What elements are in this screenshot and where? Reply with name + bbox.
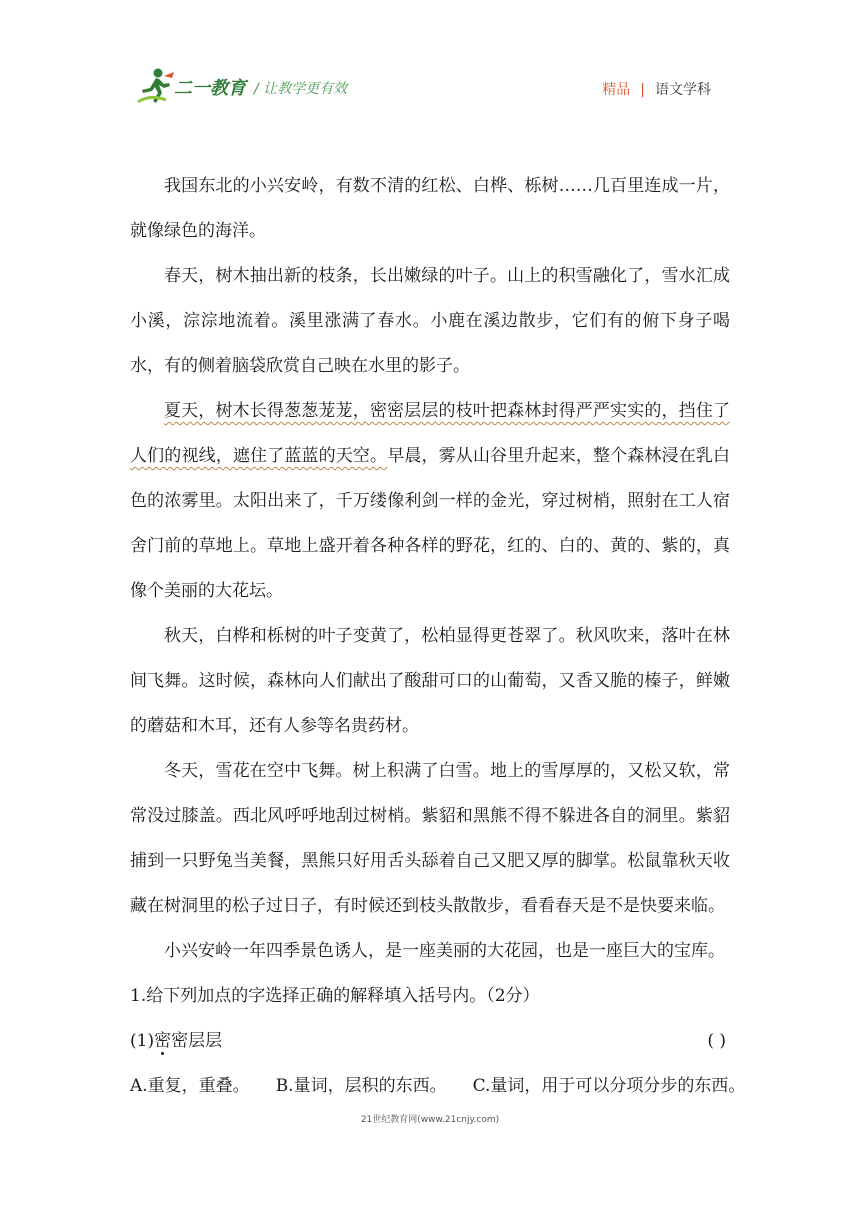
page-footer: 21世纪教育网(www.21cnjy.com): [360, 1115, 500, 1125]
logo: [136, 66, 246, 106]
passage-paragraph-5: 冬天，雪花在空中飞舞。树上积满了白雪。地上的雪厚厚的，又松又软，常常没过膝盖。西北风呼呼地刮过树梢。紫貂和黑熊不得不躲进各自的洞里。紫貂捕到一只野兔当美餐，黑熊只好用舌头舔着自己又肥又厚的脚掌。松鼠靠秋天收藏在树洞里的松子过日子，有时候还到枝头散散步，看看春天是不是快要来临。: [130, 761, 730, 916]
quality-label: 精品: [602, 82, 631, 98]
option-c: C.量词，用于可以分项分步的东西。: [472, 1076, 746, 1096]
slogan: / 让教学更有效: [254, 81, 348, 97]
header-category: [602, 79, 711, 99]
wavy-underlined-sentence: 夏天，树木长得葱葱茏茏，密密层层的枝叶把森林封得严严实实的，挡住了人们的视线，遮住了蓝蓝的天空。: [130, 401, 730, 466]
option-b: B.量词，层积的东西。: [275, 1076, 447, 1096]
page-header: [0, 0, 860, 120]
question-title: 1.给下列加点的字选择正确的解释填入括号内。（2分）: [130, 986, 540, 1006]
subject-label: 语文学科: [655, 82, 711, 98]
item-prefix: (1): [130, 1031, 155, 1051]
header-separator: |: [640, 82, 645, 98]
runner-logo-icon: [136, 66, 176, 106]
option-a: A.重复，重叠。: [130, 1076, 250, 1096]
document-body: [130, 164, 746, 1109]
question-item-1: [130, 1019, 730, 1064]
passage-paragraph-3: [130, 389, 730, 614]
paragraph-3-rest: 早晨，雾从山谷里升起来，整个森林浸在乳白色的浓雾里。太阳出来了，千万缕像利剑一样的金光，穿过树梢，照射在工人宿舍门前的草地上。草地上盛开着各种各样的野花，红的、白的、黄的、紫的，真像个美丽的大花坛。: [130, 446, 731, 601]
passage-paragraph-1: 我国东北的小兴安岭，有数不清的红松、白桦、栎树……几百里连成一片，就像绿色的海洋。: [130, 176, 730, 241]
dotted-character: 密: [154, 1031, 172, 1051]
answer-options: [130, 1064, 746, 1109]
passage-paragraph-6: 小兴安岭一年四季景色诱人，是一座美丽的大花园，也是一座巨大的宝库。: [164, 941, 725, 961]
answer-bracket[interactable]: ( ): [707, 1031, 726, 1051]
passage-paragraph-4: 秋天，白桦和栎树的叶子变黄了，松柏显得更苍翠了。秋风吹来，落叶在林间飞舞。这时候，森林向人们献出了酸甜可口的山葡萄，又香又脆的榛子，鲜嫩的蘑菇和木耳，还有人参等名贵药材。: [130, 626, 730, 736]
passage-paragraph-2: 春天，树木抽出新的枝条，长出嫩绿的叶子。山上的积雪融化了，雪水汇成小溪，淙淙地流着。溪里涨满了春水。小鹿在溪边散步，它们有的俯下身子喝水，有的侧着脑袋欣赏自己映在水里的影子。: [130, 266, 730, 376]
logo-text: 二一教育: [174, 78, 246, 99]
item-word-rest: 密层层: [171, 1031, 223, 1051]
